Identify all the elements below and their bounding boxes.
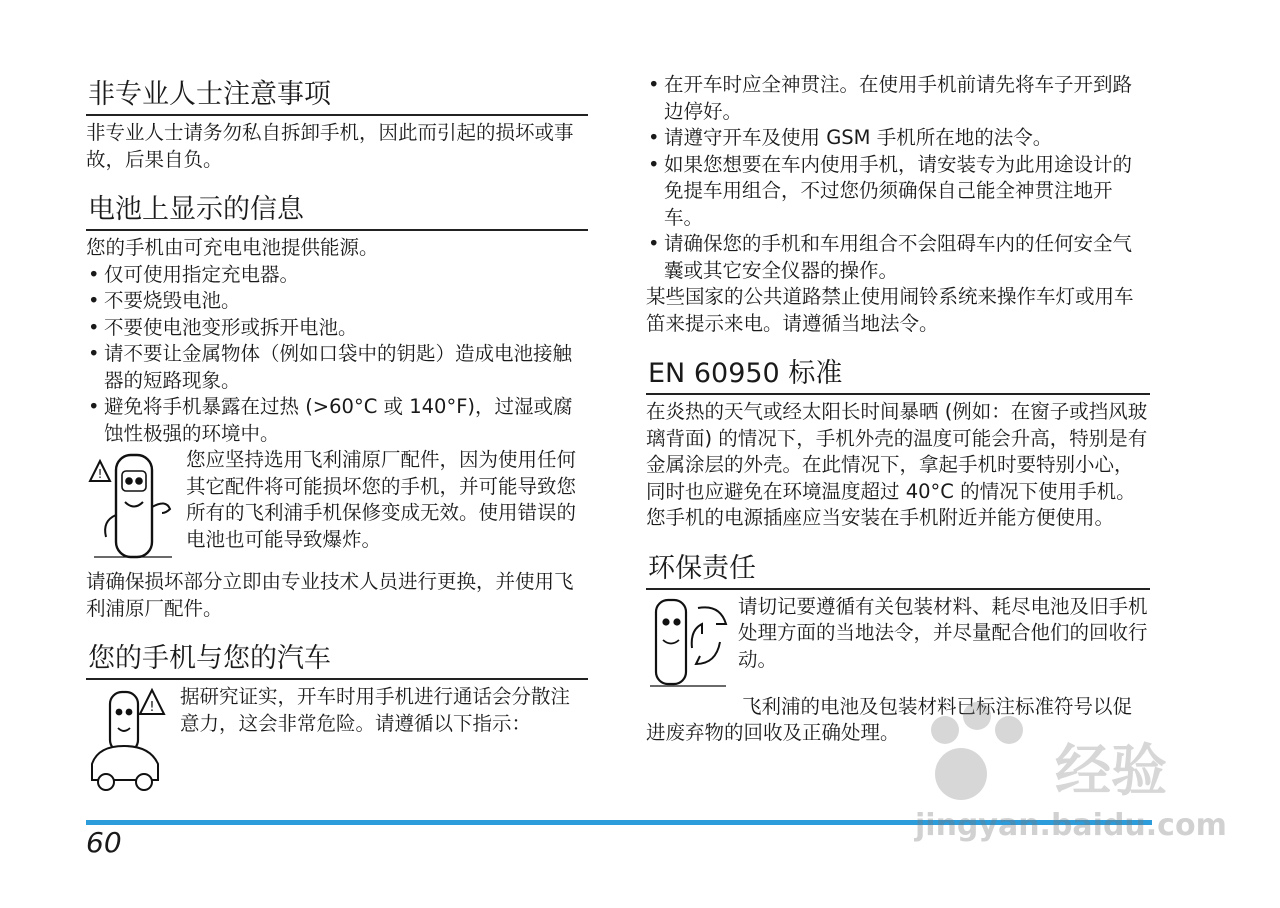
section-car-guidelines — [646, 72, 1150, 337]
footer-rule — [86, 820, 1152, 825]
list-item: • 请确保您的手机和车用组合不会阻碍车内的任何安全气囊或其它安全仪器的操作。 — [646, 231, 1150, 284]
left-column — [86, 72, 588, 814]
list-item: • 在开车时应全神贯注。在使用手机前请先将车子开到路边停好。 — [646, 72, 1150, 125]
section-phone-and-car — [86, 636, 588, 800]
list-item: • 如果您想要在车内使用手机，请安装专为此用途设计的免提车用组合，不过您仍须确保自己能全神贯注地开车。 — [646, 152, 1150, 232]
list-item: • 不要使电池变形或拆开电池。 — [86, 315, 588, 342]
svg-text:!: ! — [97, 467, 103, 481]
warning-tip — [86, 447, 588, 569]
section-environment — [646, 546, 1150, 747]
section-title: 环保责任 — [646, 546, 1150, 590]
paragraph: 您的手机由可充电电池提供能源。 — [86, 236, 379, 259]
list-item: • 避免将手机暴露在过热 (>60°C 或 140°F)，过湿或腐蚀性极强的环境中。 — [86, 394, 588, 447]
paragraph: 某些国家的公共道路禁止使用闹铃系统来操作车灯或用车笛来提示来电。请遵循当地法令。 — [646, 285, 1134, 335]
watermark-text: 经验 — [1055, 739, 1167, 804]
list-item: • 请不要让金属物体（例如口袋中的钥匙）造成电池接触器的短路现象。 — [86, 341, 588, 394]
section-battery-info — [86, 187, 588, 622]
bullet-list — [86, 262, 588, 448]
paragraph: 您手机的电源插座应当安装在手机附近并能方便使用。 — [646, 506, 1115, 529]
paragraph: 在炎热的天气或经太阳长时间暴晒 (例如：在窗子或挡风玻璃背面) 的情况下，手机外壳的温度可能会升高，特别是有金属涂层的外壳。在此情况下，拿起手机时要特别小心，同时也应避免在环境温度超过 40°C 的情况下使用手机。 — [646, 400, 1148, 503]
car-tip — [86, 684, 588, 800]
section-title: EN 60950 标准 — [646, 351, 1150, 395]
bullet-list — [646, 72, 1150, 284]
list-item: • 仅可使用指定充电器。 — [86, 262, 588, 289]
watermark-url: jingyan.baidu.com — [915, 808, 1227, 843]
section-non-professional — [86, 72, 588, 173]
phone-recycle-illustration — [646, 594, 730, 694]
phone-car-warning-illustration — [86, 684, 172, 800]
list-item: • 请遵守开车及使用 GSM 手机所在地的法令。 — [646, 125, 1150, 152]
section-title: 您的手机与您的汽车 — [86, 636, 588, 680]
tip-text: 您应坚持选用飞利浦原厂配件，因为使用任何其它配件将可能损坏您的手机，并可能导致您所有的飞利浦手机保修变成无效。使用错误的电池也可能导致爆炸。 — [186, 448, 577, 551]
paragraph: 非专业人士请务勿私自拆卸手机，因此而引起的损坏或事故，后果自负。 — [86, 121, 574, 171]
tip-text: 请切记要遵循有关包装材料、耗尽电池及旧手机处理方面的当地法令，并尽量配合他们的回收行动。 — [738, 594, 1148, 671]
svg-text:!: ! — [149, 700, 155, 715]
recycle-tip — [646, 594, 1150, 694]
right-column — [646, 72, 1150, 761]
paragraph: 请确保损坏部分立即由专业技术人员进行更换，并使用飞利浦原厂配件。 — [86, 570, 574, 620]
section-title: 非专业人士注意事项 — [86, 72, 588, 116]
phone-warning-illustration — [86, 447, 178, 569]
section-en60950 — [646, 351, 1150, 532]
list-item: • 不要烧毁电池。 — [86, 288, 588, 315]
paragraph: 飞利浦的电池及包装材料已标注标准符号以促进废弃物的回收及正确处理。 — [646, 694, 1133, 744]
section-title: 电池上显示的信息 — [86, 187, 588, 231]
page-number: 60 — [86, 826, 122, 859]
tip-text: 据研究证实，开车时用手机进行通话会分散注意力，这会非常危险。请遵循以下指示： — [180, 685, 571, 735]
